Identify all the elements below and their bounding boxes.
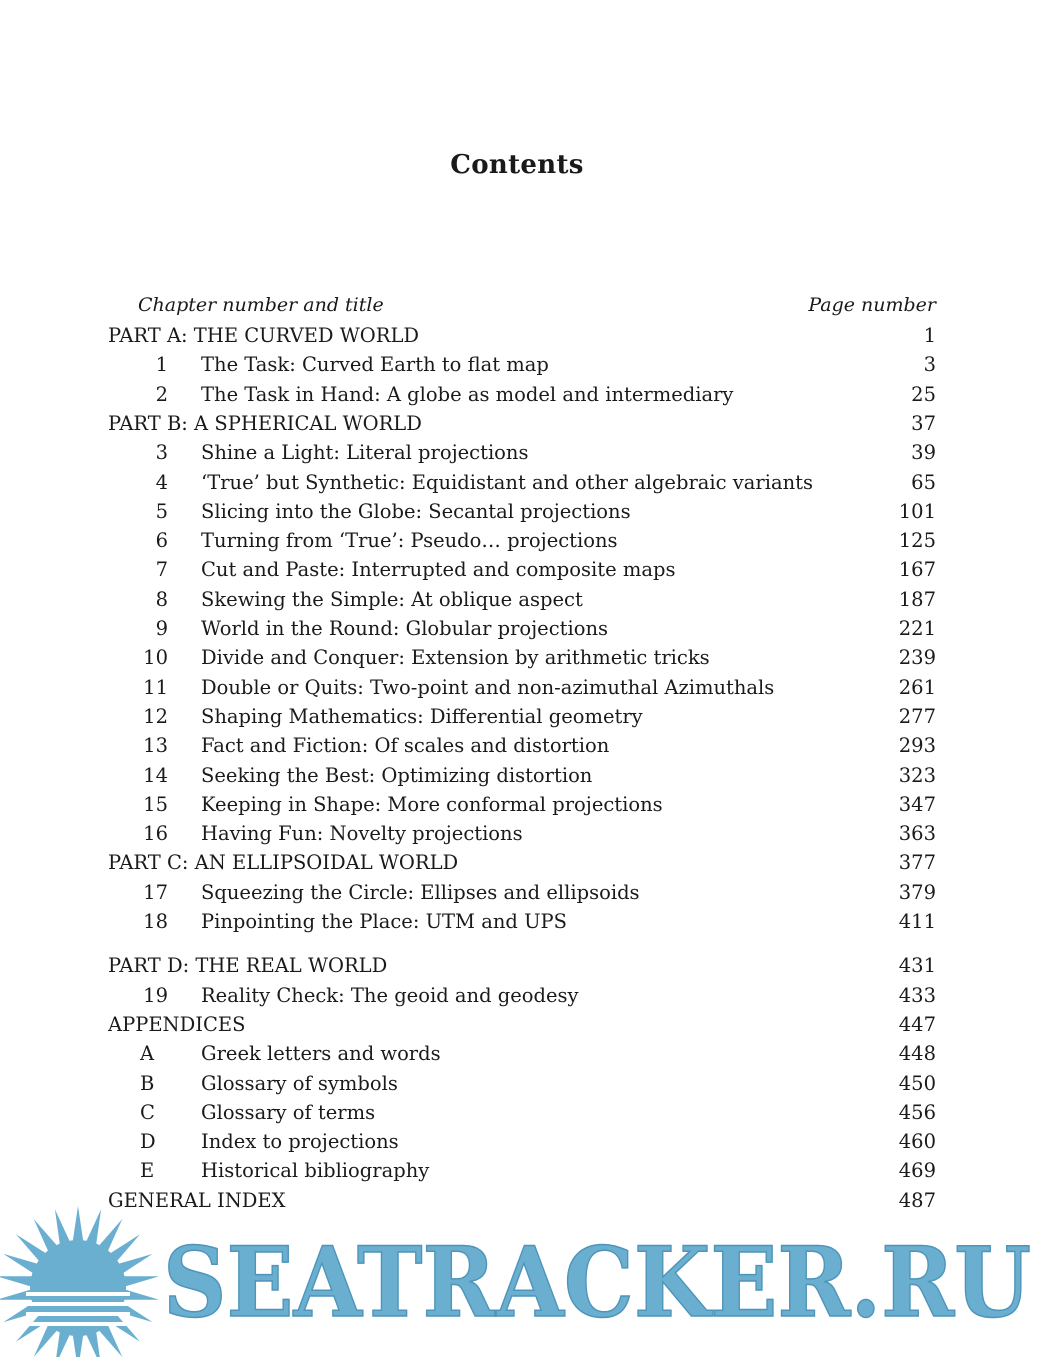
toc-entry-page: 377 bbox=[898, 851, 936, 875]
toc-entry-page: 277 bbox=[898, 704, 936, 728]
toc-entry-number: A bbox=[140, 1042, 155, 1066]
toc-entry-number: 10 bbox=[143, 646, 168, 670]
toc-entry-page: 460 bbox=[898, 1130, 936, 1154]
toc-appendix-row bbox=[108, 1156, 936, 1185]
toc-part-row bbox=[108, 951, 936, 980]
toc-chapter-row bbox=[108, 643, 936, 672]
toc-entry-number: 19 bbox=[143, 983, 168, 1007]
toc-entry-title: Slicing into the Globe: Secantal projections bbox=[201, 499, 631, 523]
toc-entry-number: 13 bbox=[143, 734, 168, 758]
toc-chapter-row bbox=[108, 907, 936, 936]
toc-entry-title: World in the Round: Globular projections bbox=[201, 617, 609, 640]
toc-entry-number: 6 bbox=[155, 529, 168, 553]
toc-entry-title: Divide and Conquer: Extension by arithmetic tricks bbox=[201, 646, 710, 670]
toc-appendix-row bbox=[108, 1127, 936, 1156]
toc-entry-title: Shine a Light: Literal projections bbox=[201, 441, 529, 465]
watermark-text: SEATRACKER.RU bbox=[163, 1226, 1031, 1339]
toc-entry-number: B bbox=[140, 1071, 155, 1095]
toc-entry-title: Skewing the Simple: At oblique aspect bbox=[201, 587, 583, 611]
toc-chapter-row bbox=[108, 981, 936, 1010]
toc-entry-page: 379 bbox=[898, 880, 936, 904]
toc-entry-page: 448 bbox=[898, 1042, 936, 1066]
toc-entry-number: D bbox=[140, 1130, 156, 1154]
toc-chapter-row bbox=[108, 819, 936, 848]
toc-entry-title: Glossary of terms bbox=[201, 1100, 376, 1124]
toc-entry-title: Shaping Mathematics: Differential geometry bbox=[201, 704, 643, 728]
watermark bbox=[0, 1200, 1046, 1357]
toc-entry-page: 363 bbox=[898, 822, 936, 846]
toc-entry-page: 450 bbox=[898, 1071, 936, 1095]
toc-entry-page: 487 bbox=[898, 1188, 936, 1212]
toc-entry-page: 125 bbox=[898, 529, 936, 553]
toc-entry-page: 411 bbox=[898, 910, 936, 933]
toc-entry-title: Seeking the Best: Optimizing distortion bbox=[201, 763, 593, 787]
toc-entry-number: E bbox=[140, 1159, 155, 1183]
toc-chapter-row bbox=[108, 702, 936, 731]
toc-entry-title: PART C: AN ELLIPSOIDAL WORLD bbox=[108, 851, 459, 875]
toc-entry-title: GENERAL INDEX bbox=[108, 1188, 286, 1212]
toc-chapter-row bbox=[108, 790, 936, 819]
toc-entry-page: 431 bbox=[898, 954, 936, 978]
toc-entry-number: 16 bbox=[143, 822, 168, 846]
toc-entry-number: 8 bbox=[155, 587, 168, 611]
toc-entry-title: Greek letters and words bbox=[201, 1042, 441, 1066]
toc-chapter-row bbox=[108, 468, 936, 497]
toc-entry-page: 101 bbox=[898, 499, 936, 523]
toc-entry-page: 323 bbox=[898, 763, 936, 787]
toc-entry-number: 4 bbox=[155, 470, 168, 494]
toc-entry-number: 18 bbox=[143, 910, 168, 933]
toc-chapter-row bbox=[108, 761, 936, 790]
toc-part-row bbox=[108, 848, 936, 877]
toc-entry-title: Cut and Paste: Interrupted and composite maps bbox=[201, 558, 676, 582]
toc-entry-page: 1 bbox=[923, 324, 936, 347]
toc-entry-number: 5 bbox=[155, 499, 168, 523]
toc-chapter-row bbox=[108, 438, 936, 467]
toc-chapter-row bbox=[108, 878, 936, 907]
chapter-column-label: Chapter number and title bbox=[138, 294, 384, 316]
toc-entry-title: Squeezing the Circle: Ellipses and ellipsoids bbox=[201, 880, 640, 904]
toc-entry-title: Turning from ‘True’: Pseudo… projections bbox=[201, 529, 618, 553]
toc-chapter-row bbox=[108, 526, 936, 555]
toc-chapter-row bbox=[108, 673, 936, 702]
toc-entry-title: The Task in Hand: A globe as model and intermediary bbox=[201, 382, 734, 406]
toc-entry-page: 3 bbox=[923, 353, 936, 377]
toc-entry-number: 15 bbox=[143, 792, 168, 816]
toc-appendix-row bbox=[108, 1069, 936, 1098]
toc-entry-number: 1 bbox=[155, 353, 168, 377]
toc-entry-page: 37 bbox=[911, 411, 936, 435]
toc-entry-title: Reality Check: The geoid and geodesy bbox=[201, 983, 579, 1007]
toc-entry-title: The Task: Curved Earth to flat map bbox=[201, 353, 549, 377]
toc-chapter-row bbox=[108, 380, 936, 409]
toc-part-row bbox=[108, 321, 936, 350]
toc-entry-number: 7 bbox=[155, 558, 168, 582]
toc-entry-page: 447 bbox=[898, 1012, 936, 1036]
toc-entry-number: C bbox=[140, 1100, 155, 1124]
toc-entry-number: 9 bbox=[155, 617, 168, 640]
toc-appendix-row bbox=[108, 1039, 936, 1068]
toc-entry-page: 347 bbox=[898, 792, 936, 816]
toc-part-row bbox=[108, 1010, 936, 1039]
toc-entry-number: 17 bbox=[143, 880, 168, 904]
toc-entry-title: Index to projections bbox=[201, 1130, 399, 1154]
page-column-label: Page number bbox=[808, 294, 936, 316]
toc-entry-number: 2 bbox=[155, 382, 168, 406]
toc-entry-title: Double or Quits: Two-point and non-azimuthal Azimuthals bbox=[201, 675, 775, 699]
toc-entry-title: Pinpointing the Place: UTM and UPS bbox=[201, 910, 567, 933]
toc-entry-page: 65 bbox=[911, 470, 936, 494]
toc-appendix-row bbox=[108, 1098, 936, 1127]
toc-entry-number: 14 bbox=[143, 763, 168, 787]
toc-chapter-row bbox=[108, 731, 936, 760]
toc-chapter-row bbox=[108, 585, 936, 614]
toc-entry-title: Fact and Fiction: Of scales and distortion bbox=[201, 734, 610, 758]
toc-entry-page: 433 bbox=[898, 983, 936, 1007]
toc-entry-page: 293 bbox=[898, 734, 936, 758]
toc-entry-title: Glossary of symbols bbox=[201, 1071, 398, 1095]
toc-entry-page: 167 bbox=[898, 558, 936, 582]
toc-entry-number: 3 bbox=[155, 441, 168, 465]
toc-chapter-row bbox=[108, 350, 936, 379]
toc-entry-title: ‘True’ but Synthetic: Equidistant and other algebraic variants bbox=[201, 470, 813, 494]
toc-entry-page: 261 bbox=[898, 675, 936, 699]
toc-entry-title: PART B: A SPHERICAL WORLD bbox=[108, 411, 422, 435]
toc-entry-page: 39 bbox=[911, 441, 936, 465]
toc-entry-page: 469 bbox=[898, 1159, 936, 1183]
toc-entry-title: Historical bibliography bbox=[201, 1159, 430, 1183]
toc-part-row bbox=[108, 409, 936, 438]
sun-logo-icon bbox=[0, 1206, 159, 1357]
toc-entry-page: 221 bbox=[898, 617, 936, 640]
toc-entry-title: APPENDICES bbox=[108, 1012, 246, 1036]
toc-entry-number: 12 bbox=[143, 704, 168, 728]
page-title: Contents bbox=[450, 150, 584, 180]
toc-chapter-row bbox=[108, 614, 936, 643]
toc-entry-page: 187 bbox=[898, 587, 936, 611]
toc-entry-title: Keeping in Shape: More conformal projections bbox=[201, 792, 663, 816]
toc-entry-page: 456 bbox=[898, 1100, 936, 1124]
toc-column-header bbox=[108, 294, 936, 322]
toc-entry-title: PART D: THE REAL WORLD bbox=[108, 954, 388, 978]
toc-entry-page: 25 bbox=[911, 382, 936, 406]
toc-entry-title: Having Fun: Novelty projections bbox=[201, 822, 523, 846]
toc-entry-page: 239 bbox=[898, 646, 936, 670]
toc-entry-number: 11 bbox=[143, 675, 168, 699]
toc-entry-title: PART A: THE CURVED WORLD bbox=[108, 324, 420, 347]
toc-chapter-row bbox=[108, 497, 936, 526]
toc-chapter-row bbox=[108, 555, 936, 584]
